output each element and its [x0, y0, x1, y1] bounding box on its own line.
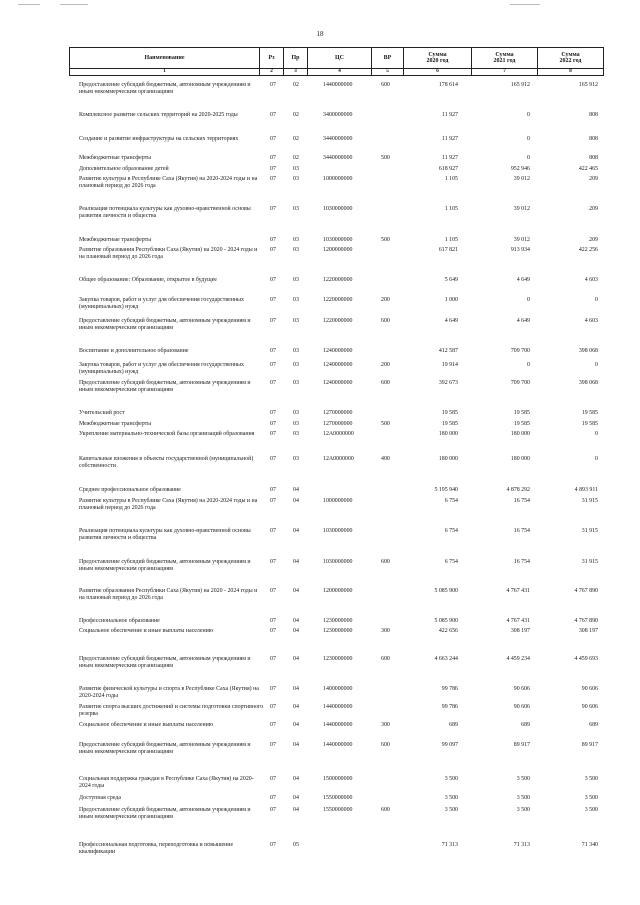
row-name: Реализация потенциала культуры как духовно-нравственной основы развития личности и общества	[79, 528, 251, 542]
row-sum-2021: 165 912	[510, 82, 530, 88]
row-rz: 07	[270, 656, 276, 662]
row-cs: 1240000000	[323, 362, 353, 368]
row-name: Капитальные вложения в объекты государственной (муниципальной) собственности	[79, 456, 254, 470]
row-name: Предоставление субсидий бюджетным, автономным учреждениям и иным некоммерческим организациям	[79, 656, 251, 670]
row-rz: 07	[270, 176, 276, 182]
row-sum-2022: 808	[589, 112, 598, 118]
row-rz: 07	[270, 380, 276, 386]
row-pr: 03	[293, 362, 299, 368]
row-name: Закупка товаров, работ и услуг для обеспечения государственных (муниципальных) нужд	[79, 297, 244, 311]
row-name: Развитие физической культуры и спорта в Республике Саха (Якутия) на 2020-2024 годы	[79, 686, 259, 700]
row-pr: 05	[293, 842, 299, 848]
row-rz: 07	[270, 348, 276, 354]
row-rz: 07	[270, 155, 276, 161]
row-rz: 07	[270, 277, 276, 283]
row-cs: 1230000000	[323, 618, 353, 624]
row-pr: 03	[293, 176, 299, 182]
row-rz: 07	[270, 498, 276, 504]
row-pr: 03	[293, 277, 299, 283]
row-rz: 07	[270, 421, 276, 427]
row-name: Межбюджетные трансферты	[79, 237, 152, 243]
row-vr: 600	[381, 656, 390, 662]
row-cs: 1230000000	[323, 656, 353, 662]
header-cell: ЦС	[308, 48, 372, 69]
row-pr: 03	[293, 380, 299, 386]
row-sum-2020: 180 000	[438, 431, 458, 437]
row-sum-2022: 398 068	[578, 380, 598, 386]
header-number-cell: 2	[260, 69, 284, 76]
row-sum-2022: 0	[595, 456, 598, 462]
row-rz: 07	[270, 722, 276, 728]
row-pr: 03	[293, 421, 299, 427]
row-sum-2021: 71 313	[513, 842, 530, 848]
row-pr: 04	[293, 559, 299, 565]
row-sum-2021: 709 700	[510, 380, 530, 386]
row-sum-2020: 1 105	[444, 176, 458, 182]
row-name: Развитие культуры в Республике Саха (Якутия) на 2020-2024 годы и на плановый период до 2026 года	[79, 176, 258, 190]
row-rz: 07	[270, 82, 276, 88]
row-name: Развитие образования Республики Саха (Якутия) на 2020 - 2024 годы и на плановый период до 2026 года	[79, 247, 258, 261]
row-vr: 400	[381, 456, 390, 462]
row-pr: 03	[293, 247, 299, 253]
header-number-cell: 6	[404, 69, 472, 76]
row-sum-2021: 308 197	[510, 628, 530, 634]
row-pr: 02	[293, 155, 299, 161]
row-cs: 1200000000	[323, 588, 353, 594]
row-rz: 07	[270, 795, 276, 801]
row-sum-2022: 422 256	[578, 247, 598, 253]
row-sum-2020: 180 000	[438, 456, 458, 462]
row-sum-2021: 0	[527, 136, 530, 142]
row-pr: 03	[293, 431, 299, 437]
row-cs: 1220000000	[323, 277, 353, 283]
row-rz: 07	[270, 528, 276, 534]
row-sum-2020: 3 500	[444, 795, 458, 801]
row-pr: 04	[293, 722, 299, 728]
row-pr: 04	[293, 742, 299, 748]
row-sum-2022: 0	[595, 431, 598, 437]
row-cs: 1400000000	[323, 686, 353, 692]
row-name: Предоставление субсидий бюджетным, автономным учреждениям и иным некоммерческим организациям	[79, 318, 251, 332]
row-cs: 1550000000	[323, 807, 353, 813]
row-sum-2020: 3 500	[444, 807, 458, 813]
row-sum-2020: 618 927	[438, 166, 458, 172]
row-vr: 600	[381, 318, 390, 324]
row-cs: 1270000000	[323, 421, 353, 427]
row-vr: 500	[381, 155, 390, 161]
row-rz: 07	[270, 297, 276, 303]
row-cs: 1440000000	[323, 82, 353, 88]
row-sum-2022: 90 606	[581, 686, 598, 692]
row-sum-2020: 11 927	[442, 112, 458, 118]
row-cs: 12A0000000	[323, 456, 354, 462]
row-vr: 300	[381, 628, 390, 634]
row-rz: 07	[270, 166, 276, 172]
row-rz: 07	[270, 742, 276, 748]
row-rz: 07	[270, 487, 276, 493]
row-sum-2020: 6 754	[444, 528, 458, 534]
row-vr: 600	[381, 742, 390, 748]
row-sum-2020: 19 914	[441, 362, 458, 368]
row-vr: 200	[381, 362, 390, 368]
page-number: 18	[316, 30, 324, 38]
row-cs: 1550000000	[323, 795, 353, 801]
row-sum-2022: 398 068	[578, 348, 598, 354]
row-sum-2020: 178 614	[438, 82, 458, 88]
row-name: Дополнительное образование детей	[79, 166, 169, 172]
row-rz: 07	[270, 247, 276, 253]
row-pr: 02	[293, 82, 299, 88]
row-pr: 03	[293, 318, 299, 324]
row-sum-2022: 19 585	[581, 421, 598, 427]
row-rz: 07	[270, 628, 276, 634]
row-name: Реализация потенциала культуры как духовно-нравственной основы развития личности и общества	[79, 206, 251, 220]
row-name: Предоставление субсидий бюджетным, автономным учреждениям и иным некоммерческим организациям	[79, 742, 251, 756]
row-sum-2021: 0	[527, 362, 530, 368]
row-cs: 1440000000	[323, 704, 353, 710]
row-cs: 3440000000	[323, 155, 353, 161]
row-sum-2021: 39 012	[513, 206, 530, 212]
row-pr: 04	[293, 498, 299, 504]
row-sum-2022: 689	[589, 722, 598, 728]
row-pr: 03	[293, 237, 299, 243]
row-rz: 07	[270, 559, 276, 565]
row-sum-2020: 6 754	[444, 559, 458, 565]
row-pr: 03	[293, 166, 299, 172]
row-name: Развитие культуры в Республике Саха (Якутия) на 2020-2024 годы и на плановый период до 2026 года	[79, 498, 258, 512]
row-rz: 07	[270, 456, 276, 462]
row-sum-2021: 3 500	[516, 807, 530, 813]
row-vr: 600	[381, 807, 390, 813]
row-name: Развитие образования Республики Саха (Якутия) на 2020 - 2024 годы и на плановый период до 2026 года	[79, 588, 258, 602]
row-pr: 04	[293, 656, 299, 662]
row-pr: 04	[293, 704, 299, 710]
header-cell: Сумма 2022 год	[538, 48, 604, 69]
row-rz: 07	[270, 410, 276, 416]
row-rz: 07	[270, 431, 276, 437]
row-sum-2021: 39 012	[513, 237, 530, 243]
header-cell: Сумма 2021 год	[472, 48, 538, 69]
row-sum-2021: 19 585	[513, 421, 530, 427]
row-sum-2021: 4 459 234	[506, 656, 530, 662]
row-sum-2021: 89 917	[513, 742, 530, 748]
row-sum-2021: 16 754	[513, 559, 530, 565]
row-pr: 04	[293, 807, 299, 813]
row-sum-2020: 1 000	[444, 297, 458, 303]
row-sum-2022: 4 459 693	[574, 656, 598, 662]
row-name: Воспитание и дополнительное образование	[79, 348, 189, 354]
row-sum-2022: 308 197	[578, 628, 598, 634]
row-sum-2020: 71 313	[441, 842, 458, 848]
row-cs: 1440000000	[323, 722, 353, 728]
row-sum-2022: 808	[589, 155, 598, 161]
row-sum-2020: 6 754	[444, 498, 458, 504]
row-sum-2020: 689	[449, 722, 458, 728]
row-sum-2020: 99 786	[441, 686, 458, 692]
row-sum-2020: 99 786	[441, 704, 458, 710]
row-pr: 04	[293, 618, 299, 624]
row-sum-2020: 412 587	[438, 348, 458, 354]
row-name: Укрепление материально-технической базы организаций образования	[79, 431, 255, 437]
row-name: Социальная поддержка граждан в Республике Саха (Якутия) на 2020-2024 годы	[79, 776, 254, 790]
row-cs: 1030000000	[323, 528, 353, 534]
row-cs: 1030000000	[323, 559, 353, 565]
row-rz: 07	[270, 704, 276, 710]
row-name: Предоставление субсидий бюджетным, автономным учреждениям и иным некоммерческим организациям	[79, 807, 251, 821]
row-cs: 1230000000	[323, 628, 353, 634]
row-name: Среднее профессиональное образование	[79, 487, 181, 493]
row-rz: 07	[270, 842, 276, 848]
row-pr: 04	[293, 487, 299, 493]
row-name: Комплексное развитие сельских территорий на 2020-2025 годы	[79, 112, 238, 118]
row-name: Предоставление субсидий бюджетным, автономным учреждениям и иным некоммерческим организациям	[79, 380, 251, 394]
row-name: Профессиональная подготовка, переподготовка и повышение квалификации	[79, 842, 234, 856]
row-sum-2020: 4 649	[444, 318, 458, 324]
row-sum-2021: 4 649	[516, 318, 530, 324]
header-cell: Наименование	[70, 48, 260, 69]
row-vr: 600	[381, 82, 390, 88]
row-cs: 1000000000	[323, 176, 353, 182]
row-cs: 1220000000	[323, 297, 353, 303]
row-cs: 1030000000	[323, 206, 353, 212]
row-cs: 1240000000	[323, 348, 353, 354]
row-name: Предоставление субсидий бюджетным, автономным учреждениям и иным некоммерческим организациям	[79, 559, 251, 573]
row-sum-2021: 180 000	[510, 431, 530, 437]
row-rz: 07	[270, 807, 276, 813]
row-pr: 03	[293, 456, 299, 462]
row-sum-2020: 5 649	[444, 277, 458, 283]
row-sum-2022: 3 500	[584, 795, 598, 801]
row-sum-2021: 0	[527, 155, 530, 161]
row-rz: 07	[270, 362, 276, 368]
row-sum-2022: 4 893 911	[574, 487, 598, 493]
header-number-cell: 4	[308, 69, 372, 76]
header-cell: ВР	[372, 48, 404, 69]
row-sum-2021: 0	[527, 297, 530, 303]
row-sum-2022: 0	[595, 362, 598, 368]
row-cs: 3400000000	[323, 112, 353, 118]
row-pr: 04	[293, 795, 299, 801]
row-sum-2022: 0	[595, 297, 598, 303]
row-name: Социальное обеспечение и иные выплаты населению	[79, 628, 214, 634]
row-name: Учительский рост	[79, 410, 125, 416]
row-sum-2022: 31 915	[581, 559, 598, 565]
row-sum-2021: 709 700	[510, 348, 530, 354]
row-sum-2022: 422 465	[578, 166, 598, 172]
row-cs: 1440000000	[323, 742, 353, 748]
row-rz: 07	[270, 318, 276, 324]
header-number-cell: 5	[372, 69, 404, 76]
row-pr: 03	[293, 297, 299, 303]
row-sum-2022: 90 606	[581, 704, 598, 710]
row-sum-2020: 19 585	[441, 410, 458, 416]
row-sum-2021: 3 500	[516, 795, 530, 801]
header-number-cell: 1	[70, 69, 260, 76]
row-vr: 200	[381, 297, 390, 303]
header-number-cell: 3	[284, 69, 308, 76]
row-sum-2022: 209	[589, 206, 598, 212]
row-rz: 07	[270, 588, 276, 594]
row-pr: 02	[293, 136, 299, 142]
row-name: Межбюджетные трансферты	[79, 155, 152, 161]
row-sum-2021: 4 878 292	[506, 487, 530, 493]
row-sum-2020: 3 500	[444, 776, 458, 782]
header-number-cell: 8	[538, 69, 604, 76]
row-vr: 300	[381, 722, 390, 728]
row-sum-2021: 3 500	[516, 776, 530, 782]
row-sum-2020: 5 085 900	[434, 588, 458, 594]
row-sum-2020: 19 585	[441, 421, 458, 427]
row-sum-2020: 11 927	[442, 136, 458, 142]
row-pr: 04	[293, 776, 299, 782]
row-rz: 07	[270, 136, 276, 142]
row-sum-2021: 4 767 431	[506, 618, 530, 624]
row-name: Профессиональное образование	[79, 618, 160, 624]
row-cs: 1220000000	[323, 318, 353, 324]
row-sum-2021: 180 000	[510, 456, 530, 462]
row-cs: 1270000000	[323, 410, 353, 416]
row-cs: 3440000000	[323, 136, 353, 142]
row-name: Создание и развитие инфраструктуры на сельских территориях	[79, 136, 239, 142]
row-sum-2021: 4 649	[516, 277, 530, 283]
row-name: Предоставление субсидий бюджетным, автономным учреждениям и иным некоммерческим организациям	[79, 82, 251, 96]
row-cs: 12A0000000	[323, 431, 354, 437]
row-sum-2022: 3 500	[584, 807, 598, 813]
row-name: Развитие спорта высших достижений и системы подготовки спортивного резерва	[79, 704, 264, 718]
row-sum-2022: 3 500	[584, 776, 598, 782]
row-sum-2022: 4 603	[584, 277, 598, 283]
row-sum-2021: 16 754	[513, 498, 530, 504]
row-name: Общее образование: Образование, открытое в будущее	[79, 277, 217, 283]
row-sum-2020: 1 105	[444, 206, 458, 212]
row-sum-2022: 4 767 890	[574, 588, 598, 594]
row-sum-2022: 165 912	[578, 82, 598, 88]
row-cs: 1030000000	[323, 237, 353, 243]
row-vr: 500	[381, 421, 390, 427]
row-rz: 07	[270, 112, 276, 118]
row-sum-2021: 90 606	[513, 704, 530, 710]
row-cs: 1000000000	[323, 498, 353, 504]
row-pr: 04	[293, 686, 299, 692]
row-pr: 03	[293, 206, 299, 212]
row-sum-2021: 19 585	[513, 410, 530, 416]
row-sum-2021: 952 946	[510, 166, 530, 172]
row-sum-2020: 4 663 244	[434, 656, 458, 662]
row-pr: 02	[293, 112, 299, 118]
row-name: Закупка товаров, работ и услуг для обеспечения государственных (муниципальных) нужд	[79, 362, 244, 376]
row-rz: 07	[270, 237, 276, 243]
row-sum-2020: 617 821	[438, 247, 458, 253]
row-sum-2020: 5 195 940	[434, 487, 458, 493]
row-sum-2022: 71 340	[581, 842, 598, 848]
row-sum-2021: 16 754	[513, 528, 530, 534]
row-sum-2022: 89 917	[581, 742, 598, 748]
row-sum-2022: 31 915	[581, 498, 598, 504]
row-rz: 07	[270, 618, 276, 624]
row-vr: 600	[381, 380, 390, 386]
row-name: Доступная среда	[79, 795, 121, 801]
header-cell: Пр	[284, 48, 308, 69]
row-sum-2022: 4 767 890	[574, 618, 598, 624]
header-cell: Сумма 2020 год	[404, 48, 472, 69]
row-sum-2021: 90 606	[513, 686, 530, 692]
row-sum-2022: 31 915	[581, 528, 598, 534]
row-cs: 1240000000	[323, 380, 353, 386]
row-sum-2021: 689	[521, 722, 530, 728]
header-number-cell: 7	[472, 69, 538, 76]
row-sum-2022: 19 585	[581, 410, 598, 416]
row-sum-2020: 422 656	[438, 628, 458, 634]
row-name: Социальное обеспечение и иные выплаты населению	[79, 722, 214, 728]
row-sum-2021: 913 934	[510, 247, 530, 253]
row-vr: 500	[381, 237, 390, 243]
row-sum-2021: 0	[527, 112, 530, 118]
row-name: Межбюджетные трансферты	[79, 421, 152, 427]
row-sum-2020: 392 673	[438, 380, 458, 386]
row-pr: 04	[293, 628, 299, 634]
row-sum-2022: 4 603	[584, 318, 598, 324]
row-sum-2022: 209	[589, 176, 598, 182]
row-sum-2021: 39 012	[513, 176, 530, 182]
row-cs: 1500000000	[323, 776, 353, 782]
row-sum-2022: 209	[589, 237, 598, 243]
row-rz: 07	[270, 686, 276, 692]
row-pr: 04	[293, 588, 299, 594]
row-sum-2020: 5 085 900	[434, 618, 458, 624]
row-sum-2020: 11 927	[442, 155, 458, 161]
row-pr: 03	[293, 348, 299, 354]
row-pr: 04	[293, 528, 299, 534]
row-sum-2020: 1 105	[444, 237, 458, 243]
row-rz: 07	[270, 206, 276, 212]
row-pr: 03	[293, 410, 299, 416]
row-sum-2021: 4 767 431	[506, 588, 530, 594]
row-sum-2022: 808	[589, 136, 598, 142]
row-vr: 600	[381, 559, 390, 565]
row-cs: 1200000000	[323, 247, 353, 253]
row-rz: 07	[270, 776, 276, 782]
header-cell: Рз	[260, 48, 284, 69]
row-sum-2020: 99 097	[441, 742, 458, 748]
